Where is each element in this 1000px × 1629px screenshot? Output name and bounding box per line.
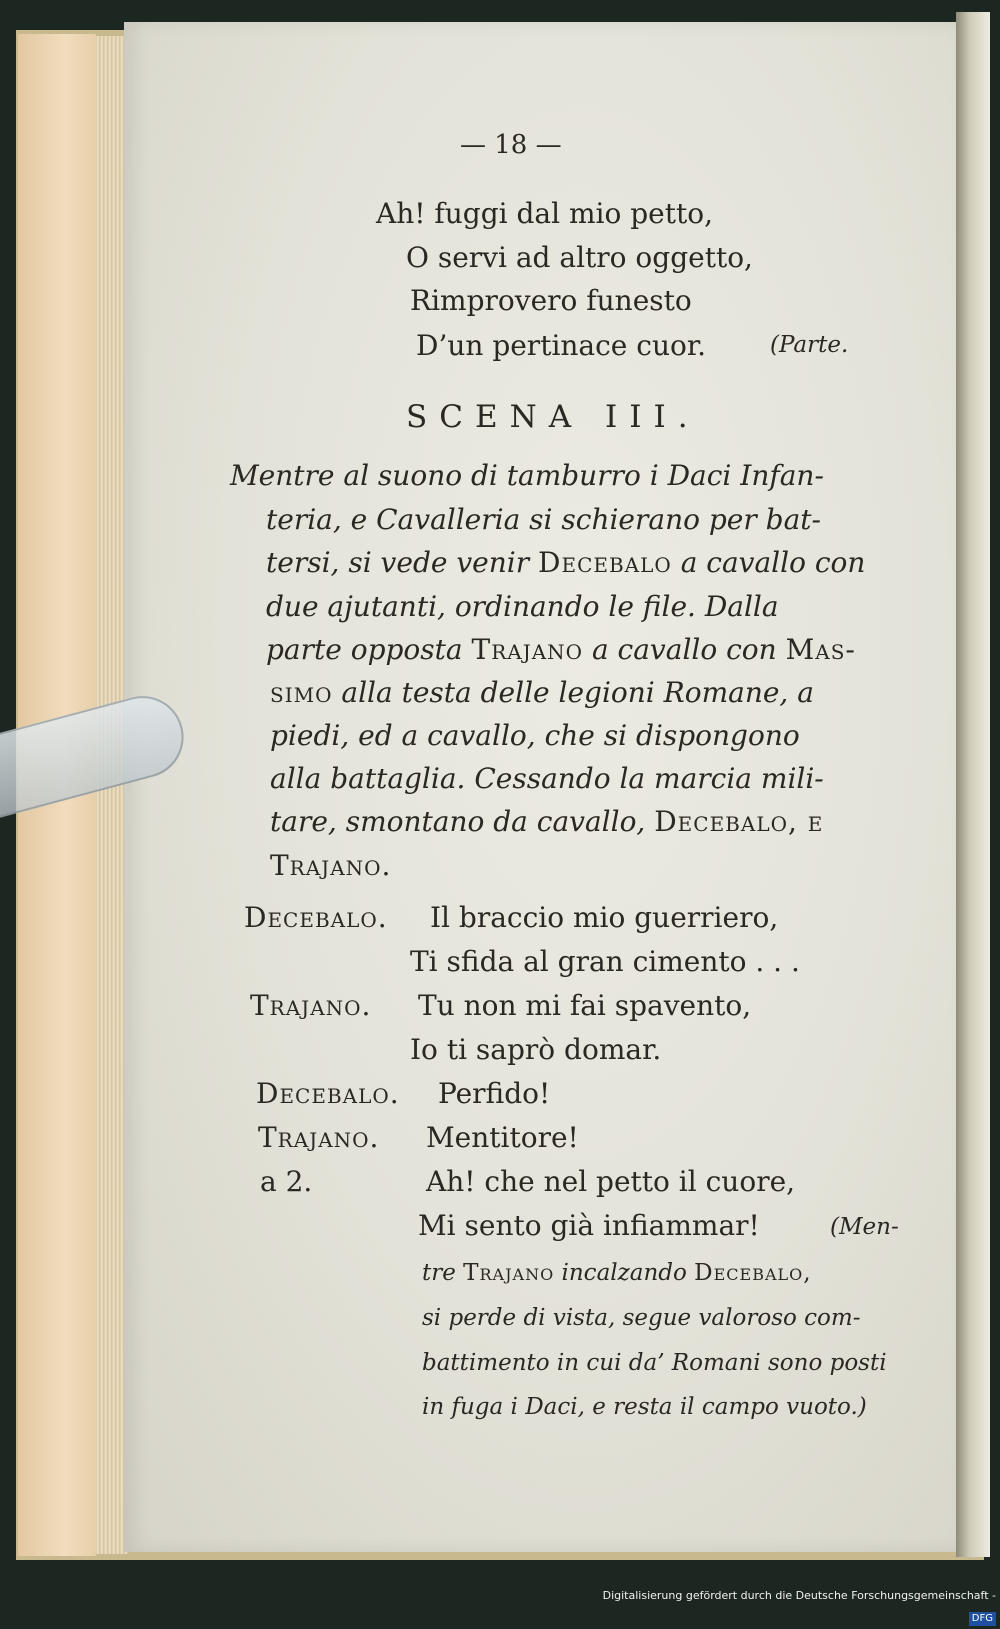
- direction-line: teria, e Cavalleria si schierano per bat-: [266, 503, 821, 536]
- character-name: Mas-: [785, 633, 856, 666]
- character-name: Trajano.: [270, 849, 392, 882]
- dialogue-line: Il braccio mio guerriero,: [430, 901, 779, 934]
- direction-line: simo alla testa delle legioni Romane, a: [270, 676, 814, 709]
- dialogue-line: Perfido!: [438, 1077, 551, 1110]
- direction-line: tersi, si vede venir Decebalo a cavallo con: [266, 546, 866, 579]
- direction-line: in fuga i Daci, e resta il campo vuoto.): [422, 1394, 867, 1420]
- dfg-logo: DFG: [969, 1612, 996, 1626]
- speaker-name: Decebalo.: [256, 1077, 400, 1110]
- digitization-credit: Digitalisierung gefördert durch die Deutsche Forschungsgemeinschaft -DFG: [602, 1589, 996, 1624]
- verse-line: D’un pertinace cuor.: [416, 329, 707, 362]
- book-page: [124, 22, 956, 1552]
- dialogue-line: Io ti saprò domar.: [410, 1033, 662, 1066]
- dialogue-line: Ti sfida al gran cimento . . .: [410, 945, 800, 978]
- direction-line: alla battaglia. Cessando la marcia mili-: [270, 762, 824, 795]
- scene-heading: SCENA III.: [406, 399, 700, 435]
- verse-line: Rimprovero funesto: [410, 284, 692, 317]
- verse-line: O servi ad altro oggetto,: [406, 241, 753, 274]
- character-name: Decebalo, e: [654, 805, 824, 838]
- direction-line: tare, smontano da cavallo, Decebalo, e: [270, 805, 824, 838]
- character-name: Decebalo,: [694, 1260, 812, 1286]
- exit-direction: (Parte.: [770, 332, 849, 358]
- direction-line: parte opposta Trajano a cavallo con Mas-: [266, 633, 856, 666]
- speaker-name: Trajano.: [258, 1121, 380, 1154]
- direction-line: Mentre al suono di tamburro i Daci Infan-: [230, 459, 824, 492]
- page-number: — 18 —: [460, 130, 562, 160]
- direction-line: due ajutanti, ordinando le file. Dalla: [266, 590, 779, 623]
- dialogue-line: Mi sento già infiammar!: [418, 1209, 760, 1242]
- character-name: simo: [270, 676, 333, 709]
- speaker-name: Decebalo.: [244, 901, 388, 934]
- direction-line: tre Trajano incalzando Decebalo,: [422, 1260, 812, 1286]
- direction-line: (Men-: [830, 1214, 899, 1240]
- dialogue-line: Ah! che nel petto il cuore,: [426, 1165, 796, 1198]
- character-name: Trajano: [471, 633, 584, 666]
- direction-line: piedi, ed a cavallo, che si dispongono: [270, 719, 800, 752]
- character-name: Decebalo: [538, 546, 672, 579]
- speaker-name: Trajano.: [250, 989, 372, 1022]
- verse-line: Ah! fuggi dal mio petto,: [376, 197, 713, 230]
- page-edge-right: [956, 12, 990, 1557]
- direction-line: si perde di vista, segue valoroso com-: [422, 1305, 861, 1331]
- dialogue-line: Mentitore!: [426, 1121, 579, 1154]
- direction-line: battimento in cui da’ Romani sono posti: [422, 1350, 887, 1376]
- character-name: Trajano: [463, 1260, 555, 1286]
- dialogue-line: Tu non mi fai spavento,: [418, 989, 752, 1022]
- speaker-name: a 2.: [260, 1165, 313, 1198]
